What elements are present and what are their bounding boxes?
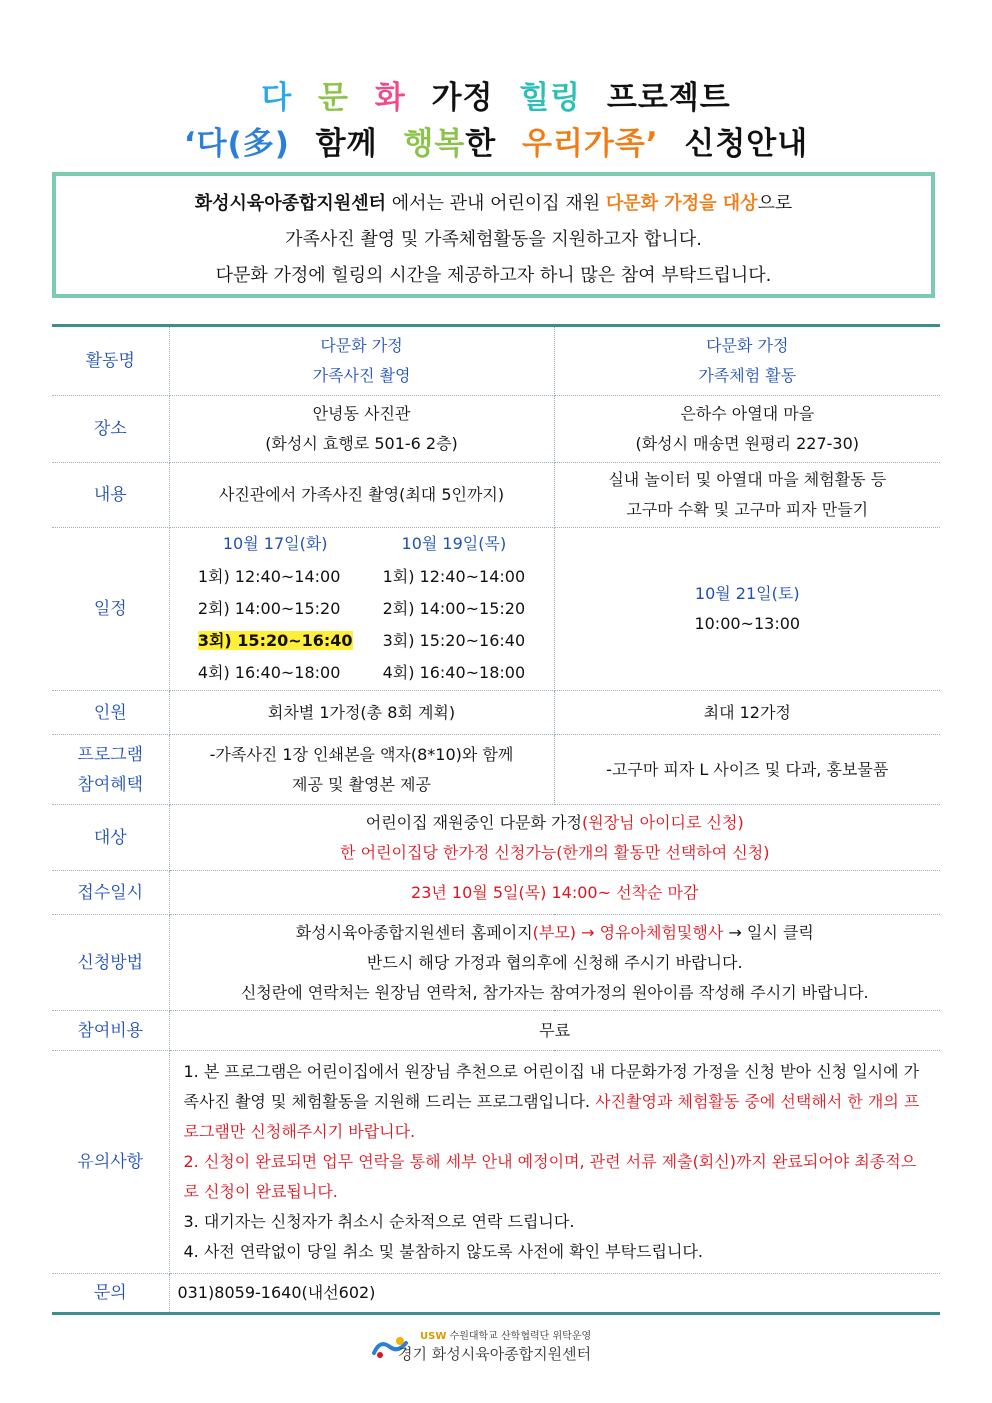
session-time-highlighted: 3회) 15:20~16:40: [197, 631, 353, 650]
title-word: 신청안내: [684, 126, 809, 162]
row-place: [52, 396, 940, 463]
row-label: 일정: [52, 528, 169, 691]
title-line-1: [0, 72, 992, 117]
row-fee: [52, 1011, 940, 1051]
title-word: ‘다(多): [183, 126, 290, 162]
row-label: 내용: [52, 463, 169, 528]
footer-logo: [370, 1327, 670, 1367]
schedule-a: [169, 528, 554, 691]
title-word: 다: [261, 80, 293, 116]
row-contact: [52, 1274, 940, 1314]
intro-line-2: 가족사진 촬영 및 가족체험활동을 지원하고자 합니다.: [285, 229, 702, 250]
row-reception: [52, 871, 940, 915]
row-label: 참여비용: [52, 1011, 169, 1051]
intro-target: 다문화 가정을 대상: [605, 193, 758, 214]
row-label: 프로그램 참여혜택: [52, 735, 169, 805]
intro-line-1: [56, 186, 931, 222]
content-a: 사진관에서 가족사진 촬영(최대 5인까지): [169, 463, 554, 528]
intro-org: 화성시육아종합지원센터: [194, 193, 386, 214]
title-line-2: [0, 118, 992, 163]
intro-text: 으로: [757, 193, 793, 214]
reception-text: 23년 10월 5일(목) 14:00~ 선착순 마감: [169, 871, 940, 915]
title-word: 우리가족’: [522, 126, 659, 162]
benefit-b: -고구마 피자 L 사이즈 및 다과, 홍보물품: [554, 735, 940, 805]
schedule-day: 10월 19일(목): [401, 534, 507, 553]
people-b: 최대 12가정: [554, 691, 940, 735]
schedule-day: 10월 17일(화): [222, 534, 328, 553]
row-notes: [52, 1051, 940, 1274]
session-time: 1회) 12:40~14:00: [197, 567, 341, 586]
row-label: 접수일시: [52, 871, 169, 915]
row-method: [52, 915, 940, 1011]
row-label: 인원: [52, 691, 169, 735]
benefit-a: -가족사진 1장 인쇄본을 액자(8*10)와 함께 제공 및 촬영본 제공: [169, 735, 554, 805]
session-time: 4회) 16:40~18:00: [197, 663, 341, 682]
activity-b: 다문화 가정 가족체험 활동: [554, 326, 940, 396]
row-label: 활동명: [52, 326, 169, 396]
title-word: 가정: [431, 80, 494, 116]
row-activity: [52, 326, 940, 396]
title-word: 한: [465, 126, 497, 162]
method-text: 화성시육아종합지원센터 홈페이지(부모) → 영유아체험및행사 → 일시 클릭 반드시 해당 가정과 협의후에 신청해 주시기 바랍니다. 신청란에 연락처는 원장님 연락처, 참가자는 참여가정의 원아이름 작성해 주시기 바랍니다.: [169, 915, 940, 1011]
row-people: [52, 691, 940, 735]
title-word: 화: [374, 80, 406, 116]
row-label: 유의사항: [52, 1051, 169, 1274]
contact-text: 031)8059-1640(내선602): [169, 1274, 940, 1314]
info-table: [52, 324, 940, 1315]
row-label: 장소: [52, 396, 169, 463]
row-label: 대상: [52, 805, 169, 871]
fee-text: 무료: [169, 1011, 940, 1051]
session-time: 4회) 16:40~18:00: [382, 663, 526, 682]
title-word: 문: [318, 80, 349, 116]
row-schedule: [52, 528, 940, 691]
intro-text: 에서는 관내 어린이집 재원: [385, 193, 606, 214]
content-b: 실내 놀이터 및 아열대 마을 체험활동 등 고구마 수확 및 고구마 피자 만들기: [554, 463, 940, 528]
footer-center-name: 경기 화성시육아종합지원센터: [398, 1345, 592, 1363]
intro-box: [52, 172, 935, 298]
session-time: 2회) 14:00~15:20: [197, 599, 341, 618]
intro-line-3: 다문화 가정에 힐링의 시간을 제공하고자 하니 많은 참여 부탁드립니다.: [215, 265, 772, 286]
session-time: 2회) 14:00~15:20: [382, 599, 526, 618]
title-word: 프로젝트: [606, 80, 731, 116]
footer-operator: USW 수원대학교 산학협력단 위탁운영: [420, 1331, 592, 1342]
schedule-b: 10월 21일(토) 10:00~13:00: [554, 528, 940, 691]
target-text: 어린이집 재원중인 다문화 가정(원장님 아이디로 신청) 한 어린이집당 한가정 신청가능(한개의 활동만 선택하여 신청): [169, 805, 940, 871]
row-content: [52, 463, 940, 528]
title-word: 행복: [403, 126, 466, 162]
place-a: 안녕동 사진관 (화성시 효행로 501-6 2층): [169, 396, 554, 463]
people-a: 회차별 1가정(총 8회 계획): [169, 691, 554, 735]
row-target: [52, 805, 940, 871]
row-label: 신청방법: [52, 915, 169, 1011]
title-word: 함께: [315, 126, 378, 162]
row-label: 문의: [52, 1274, 169, 1314]
activity-a: 다문화 가정 가족사진 촬영: [169, 326, 554, 396]
session-time: 1회) 12:40~14:00: [382, 567, 526, 586]
notes-text: 1. 본 프로그램은 어린이집에서 원장님 추천으로 어린이집 내 다문화가정 가정을 신청 받아 신청 일시에 가족사진 촬영 및 체험활동을 지원해 드리는 프로그램입니다. 사진촬영과 체험활동 중에 선택해서 한 개의 프로그램만 신청해주시기 바랍니다. 2. 신청이 완료되면 업무 연락을 통해 세부 안내 예정이며, 관련 서류 제출(회신)까지 완료되어야 최종적으로 신청이 완료됩니다. 3. 대기자는 신청자가 취소시 순차적으로 연락 드립니다. 4. 사전 연락없이 당일 취소 및 불참하지 않도록 사전에 확인 부탁드립니다.: [169, 1051, 940, 1274]
title-word: 힐링: [519, 80, 582, 116]
place-b: 은하수 아열대 마을 (화성시 매송면 원평리 227-30): [554, 396, 940, 463]
row-benefit: [52, 735, 940, 805]
session-time: 3회) 15:20~16:40: [382, 631, 526, 650]
